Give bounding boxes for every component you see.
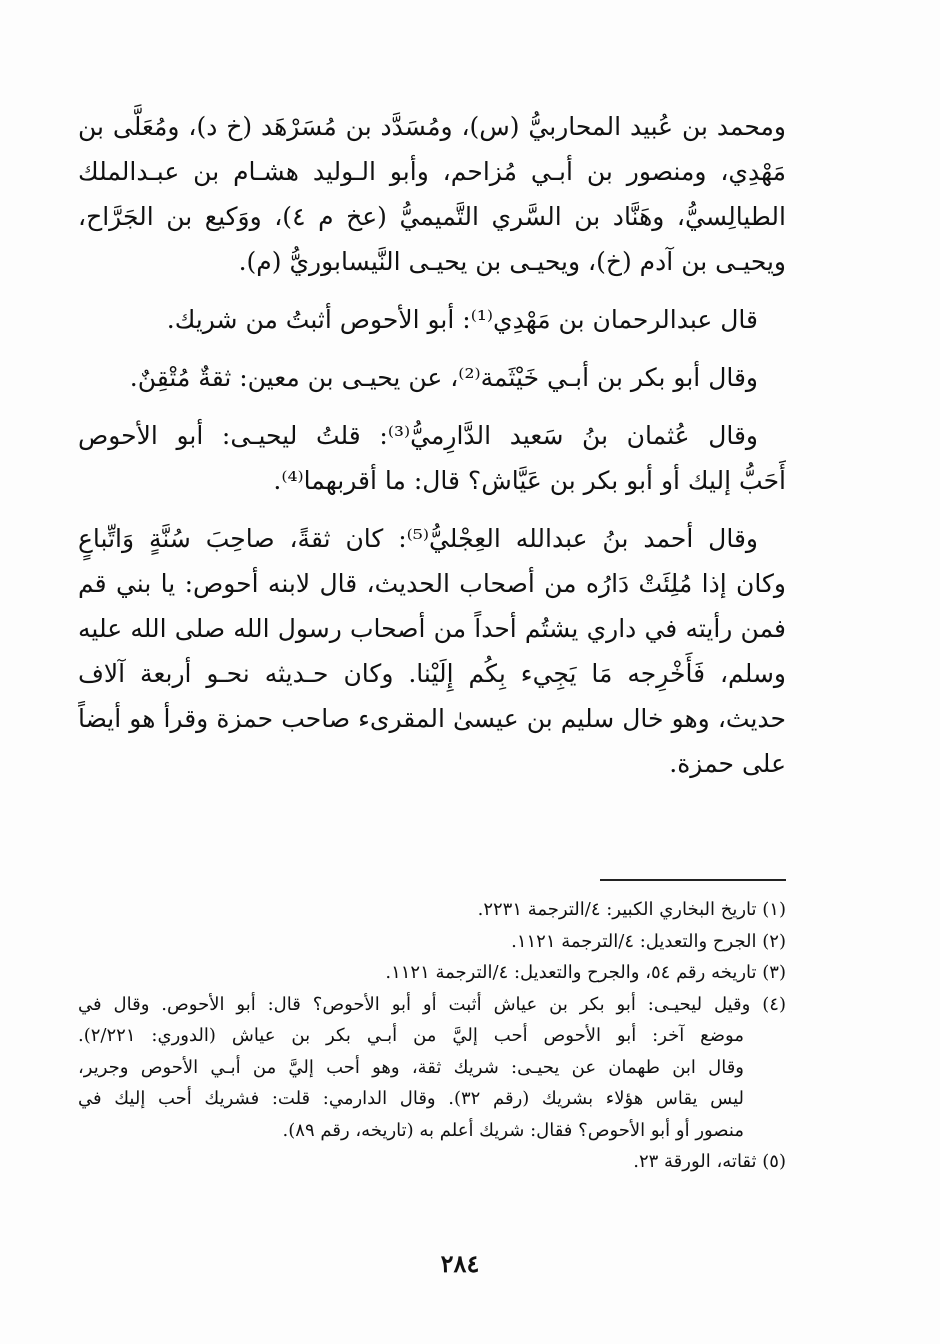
footnote-line: ليس يقاس هؤلاء بشريك (رقم ٣٢). وقال الدارمي: قلت: فشريك أحب إليك في	[78, 1088, 744, 1109]
text-line: ومحمد بن عُبيد المحاربيُّ (س)، ومُسَدَّد بن مُسَرْهَد (خ د)، ومُعَلَّى بن	[78, 112, 786, 141]
footnote-separator	[600, 879, 786, 881]
text-line: وكان إذا مُلِئَتْ دَارُه من أصحاب الحديث، قال لابنه أحوص: يا بني قم	[78, 569, 786, 598]
main-text-block	[78, 104, 786, 786]
footnote-line: (٥) ثقاته، الورقة ٢٣.	[633, 1151, 786, 1172]
text-line: على حمزة.	[669, 749, 786, 778]
text-line: حديث، وهو خال سليم بن عيسىٰ المقرىء صاحب حمزة وقرأ هو أيضاً	[78, 704, 786, 733]
footnote-line: وقال ابن طهمان عن يحيـى: شريك ثقة، وهو أحب إليَّ من أبـي الأحوص وجرير،	[78, 1056, 744, 1078]
text-line: مَهْدِي، ومنصور بن أبـي مُزاحم، وأبو الـوليد هشـام بن عبـدالملك	[78, 157, 786, 186]
footnotes-block	[78, 894, 786, 1178]
text-line: الطيالِسيُّ، وهَنَّاد بن السَّري التَّميميُّ (عخ م ٤)، ووَكيع بن الجَرَّاح،	[78, 202, 786, 231]
text-line: فمن رأيته في داري يشتُم أحداً من أصحاب رسول الله صلى الله عليه	[78, 614, 786, 643]
text-line: وقال أبو بكر بن أبـي خَيْثَمة⁽²⁾، عن يحيـى بن معين: ثقةٌ مُتْقِنٌ.	[129, 363, 758, 392]
footnote-line: (١) تاريخ البخاري الكبير: ٤/الترجمة ٢٢٣١.	[477, 899, 786, 920]
footnote-line: منصور أو أبو الأحوص؟ فقال: شريك أعلم به (تاريخه، رقم ٨٩).	[282, 1119, 744, 1141]
page-number: ٢٨٤	[440, 1249, 480, 1278]
footnote-line: (٢) الجرح والتعديل: ٤/الترجمة ١١٢١.	[511, 930, 786, 952]
text-line: وقال أحمد بنُ عبدالله العِجْليُّ⁽⁵⁾: كان ثقةً، صاحِبَ سُنَّةٍ وَاتِّباعٍ	[78, 524, 758, 553]
footnote-line: (٣) تاريخه رقم ٥٤، والجرح والتعديل: ٤/الترجمة ١١٢١.	[385, 962, 786, 983]
text-line: قال عبدالرحمان بن مَهْدِي⁽¹⁾: أبو الأحوص أثبتُ من شريك.	[166, 305, 758, 334]
footnote-line: موضع آخر: أبو الأحوص أحب إليَّ من أبـي بكر بن عياش (الدوري: ٢/٢٢١).	[78, 1025, 744, 1046]
text-line: وقال عُثمان بنُ سَعيد الدَّارِميُّ⁽³⁾: قلتُ ليحيـى: أبو الأحوص	[78, 421, 759, 450]
text-line: أَحَبُّ إليك أو أبو بكر بن عَيَّاش؟ قال: ما أقربهما⁽⁴⁾.	[273, 466, 786, 495]
footnote-line: (٤) وقيل ليحيـى: أبو بكر بن عياش أثبت أو أبو الأحوص؟ قال: أبو الأحوص. وقال في	[78, 993, 786, 1015]
text-line: وسلم، فَأَخْرِجه مَا يَجِيء بِكُم إِلَيْنا. وكان حـديثه نحـو أربعة آلاف	[78, 659, 786, 688]
text-line: ويحيـى بن آدم (خ)، ويحيـى بن يحيـى النَّيسابوريُّ (م).	[238, 247, 786, 276]
